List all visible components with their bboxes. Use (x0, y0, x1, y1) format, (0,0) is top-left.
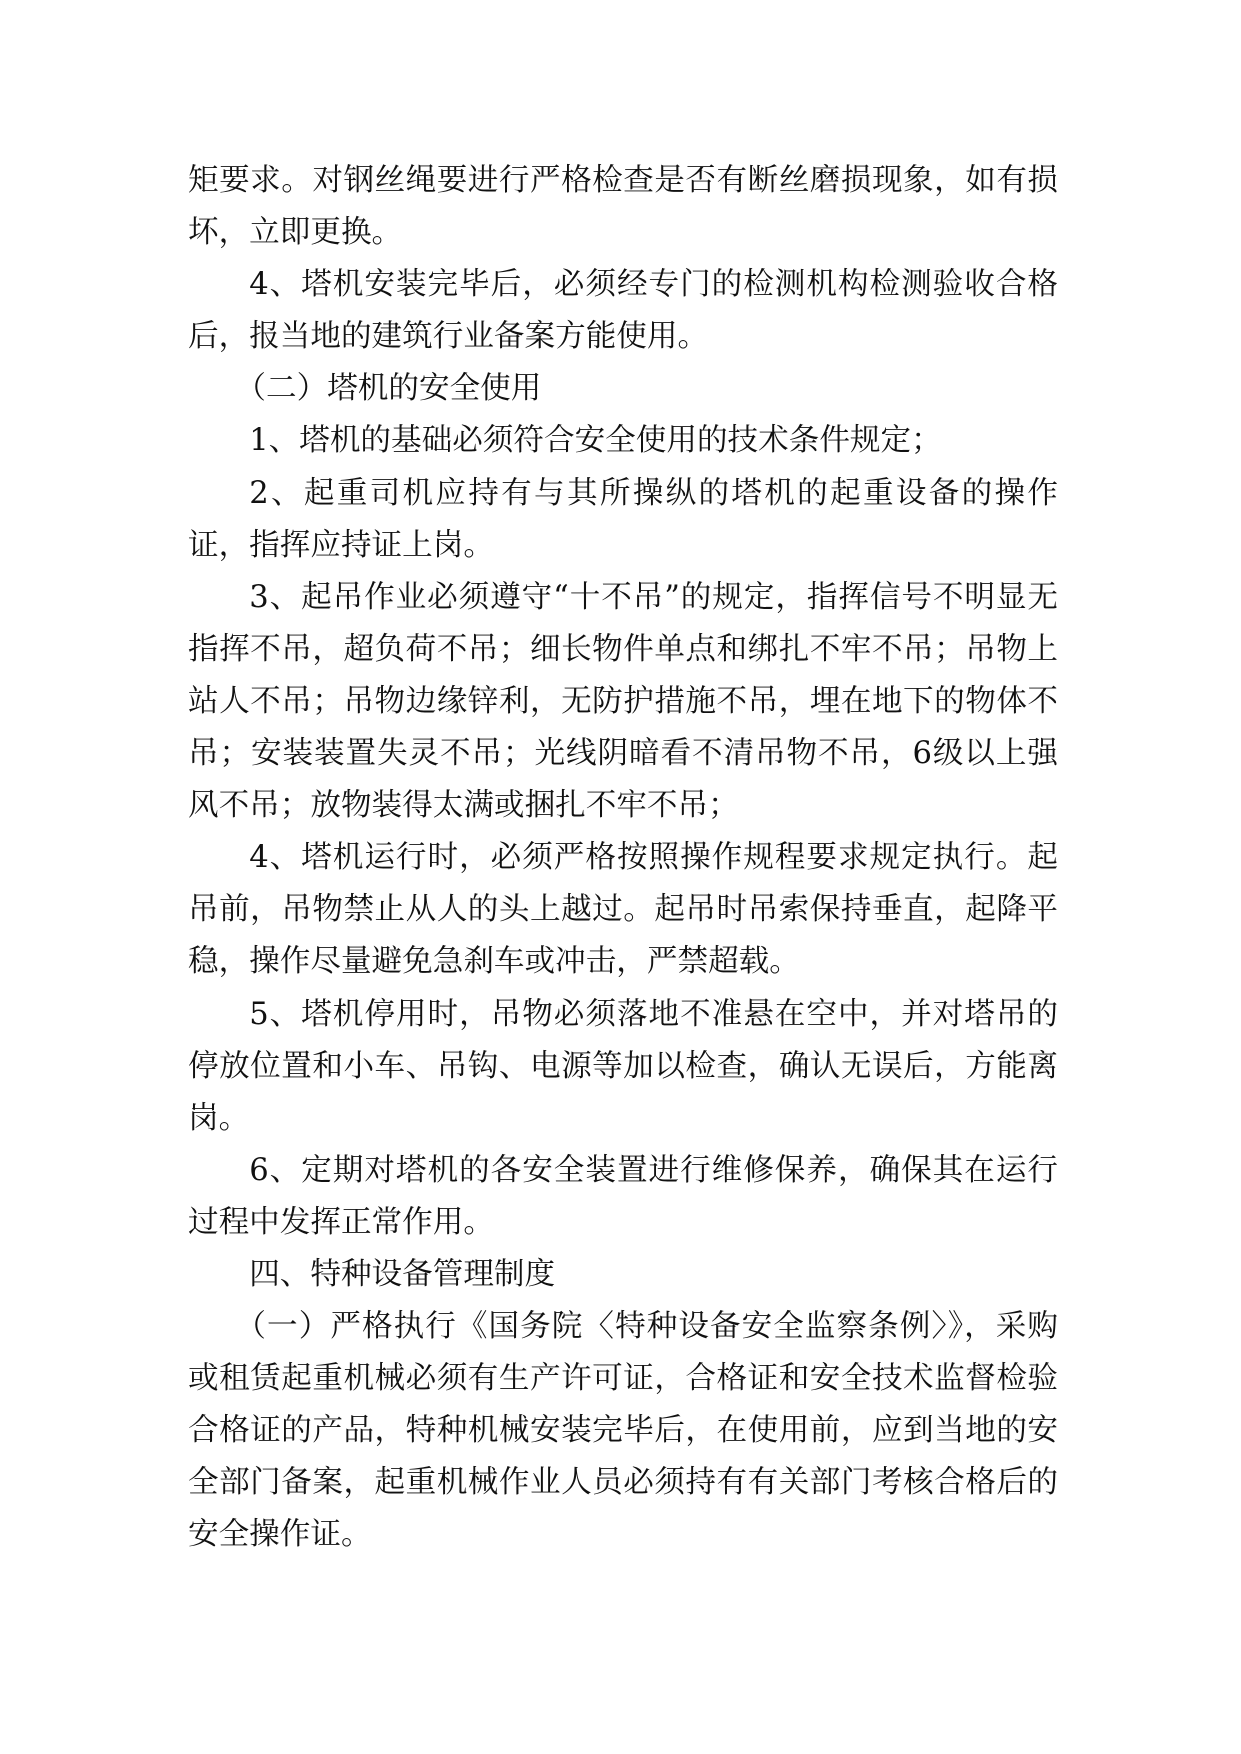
paragraph-item-4-install: 4、塔机安装完毕后，必须经专门的检测机构检测验收合格后，报当地的建筑行业备案方能使用。 (188, 267, 1058, 355)
paragraph-item-6: 6、定期对塔机的各安全装置进行维修保养，确保其在运行过程中发挥正常作用。 (188, 1152, 1058, 1240)
section-heading-safe-use: （二）塔机的安全使用 (235, 371, 542, 407)
paragraph-item-1: 1、塔机的基础必须符合安全使用的技术条件规定； (249, 423, 942, 459)
paragraph-continuation: 矩要求。对钢丝绳要进行严格检查是否有断丝磨损现象，如有损坏，立即更换。 (188, 163, 1058, 251)
paragraph-item-4-operation: 4、塔机运行时，必须严格按照操作规程要求规定执行。起吊前，吊物禁止从人的头上越过。起吊时吊索保持垂直，起降平稳，操作尽量避免急刹车或冲击，严禁超载。 (188, 840, 1058, 980)
paragraph-regulation: （一）严格执行《国务院〈特种设备安全监察条例〉》，采购或租赁起重机械必须有生产许可证，合格证和安全技术监督检验合格证的产品，特种机械安装完毕后，在使用前，应到当地的安全部门备案，起重机械作业人员必须持有有关部门考核合格后的安全操作证。 (188, 1309, 1058, 1553)
paragraph-item-2: 2、起重司机应持有与其所操纵的塔机的起重设备的操作证，指挥应持证上岗。 (188, 475, 1058, 563)
paragraph-item-3: 3、起吊作业必须遵守“十不吊”的规定，指挥信号不明显无指挥不吊，超负荷不吊；细长物件单点和绑扎不牢不吊；吊物上站人不吊；吊物边缘锌利，无防护措施不吊，埋在地下的物体不吊；安装装置失灵不吊；光线阴暗看不清吊物不吊，6级以上强风不吊；放物装得太满或捆扎不牢不吊； (188, 579, 1058, 824)
section-heading-special-equipment: 四、特种设备管理制度 (249, 1256, 556, 1292)
document-body (188, 155, 1058, 1562)
paragraph-item-5: 5、塔机停用时，吊物必须落地不准悬在空中，并对塔吊的停放位置和小车、吊钩、电源等加以检查，确认无误后，方能离岗。 (188, 996, 1058, 1136)
